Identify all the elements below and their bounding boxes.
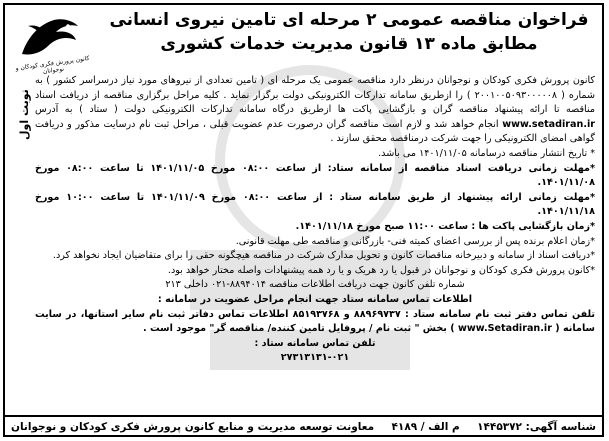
- contact-heading: اطلاعات تماس سامانه ستاد جهت انجام مراحل عضویت در سامانه :: [157, 293, 473, 305]
- notice-title: [109, 8, 589, 56]
- logo-caption: کانون پرورش فکری کودکان و نوجوانان: [15, 54, 90, 76]
- item-submit-deadline: *مهلت زمانی ارائه پیشنهاد از طریق سامانه ستاد : از ساعت ۰۸:۰۰ مورخ ۱۴۰۱/۱۱/۰۹ تا ساعت ۱۰:۰۰ مورخ ۱۴۰۱/۱۱/۱۸.: [35, 191, 596, 218]
- title-line-2: مطابق ماده ۱۳ قانون مدیریت خدمات کشوری: [160, 34, 538, 54]
- item-opening-time: *زمان بازگشایی پاکت ها : ساعت ۱۱:۰۰ صبح مورخ ۱۴۰۱/۱۱/۱۸.: [295, 220, 595, 232]
- item-receive-deadline: *مهلت زمانی دریافت اسناد مناقصه از سامانه ستاد: از ساعت ۰۸:۰۰ مورخ ۱۴۰۱/۱۱/۰۵ تا ساعت ۰۸:۰۰ مورخ ۱۴۰۱/۱۱/۰۸.: [35, 162, 596, 189]
- intro-paragraph: کانون پرورش فکری کودکان و نوجوانان درنظر دارد مناقصه عمومی یک مرحله ای ( تامین تعدادی از نیروهای مورد نیاز درسراسر کشور ) به شماره ( ۲۰۰۱۰۰۵۰۹۳۰۰۰۰۰۸ ) را ازطریق سامانه تدارکات الکترونیکی دولت برگزار نماید . کلیه مراحل برگزاری مناقصه از دریافت اسناد مناقصه تا ارائه پیشنهاد مناقصه گران و بازگشایی پاکت ها ازطریق درگاه سامانه تدارکات الکترونیکی دولت ( ستاد ) به آدرس www.setadiran.ir انجام خواهد شد و لازم است مناقصه گران درصورت عدم عضویت قبلی ، مراحل ثبت نام درسایت مذکور و دریافت گواهی امضای الکترونیکی را جهت شرکت درمناقصه محقق سازند .: [35, 75, 595, 145]
- notice-body: [35, 74, 595, 366]
- issuer: معاونت توسعه مدیریت و منابع کانون پرورش فکری کودکان و نوجوانان: [11, 421, 375, 433]
- letter-number: م الف / ۴۱۸۹: [391, 421, 460, 433]
- contact-office: تلفن تماس دفتر ثبت نام سامانه ستاد : ۸۸۹۶۹۷۳۷ و ۸۵۱۹۳۷۶۸ اطلاعات تماس دفاتر ثبت نام سایر استانها، در سایت سامانه ( www.Setadiran.ir ) بخش " ثبت نام / پروفایل تامین کننده/ مناقصه گر" موجود است .: [35, 308, 595, 335]
- round-label: نوبت اول: [18, 89, 31, 141]
- ad-id: شناسه آگهی: ۱۴۴۵۳۷۲: [477, 421, 596, 433]
- item-winner-announcement: *زمان اعلام برنده پس از بررسی اعضای کمیته فنی- بازرگانی و مناقصه طی مهلت قانونی.: [235, 235, 595, 247]
- item-reject-right: *کانون پرورش فکری کودکان و نوجوانان در قبول یا رد هریک و یا رد همه پیشنهادات واصله مختار خواهد بود.: [167, 264, 595, 276]
- contact-center-number: ۲۷۳۱۳۱۳۱-۰۲۱: [280, 352, 350, 364]
- title-line-1: فراخوان مناقصه عمومی ۲ مرحله ای تامین نیروی انسانی: [109, 10, 589, 30]
- notice-footer: [3, 415, 604, 437]
- item-no-rights: *دریافت اسناد از سامانه و دبیرخانه مناقصات کانون و تحویل مدارک شرکت در مناقصه هیچگونه حقی را برای متقاضیان ایجاد نخواهد کرد.: [52, 250, 595, 262]
- setad-link[interactable]: www.setadiran.ir: [502, 118, 595, 130]
- setad-link-2[interactable]: www.Setadiran.ir: [457, 323, 552, 335]
- contact-center: تلفن تماس سامانه ستاد : ۲۷۳۱۳۱۳۱-۰۲۱: [254, 337, 376, 364]
- item-publish-date: * تاریخ انتشار مناقصه درسامانه ۱۴۰۱/۱۱/۰۵ می باشد.: [378, 147, 595, 159]
- contact-canon: شماره تلفن کانون جهت دریافت اطلاعات مناقصه ۸۸۹۴۰۱۴-۰۲۱ داخلی ۲۱۳: [165, 279, 465, 291]
